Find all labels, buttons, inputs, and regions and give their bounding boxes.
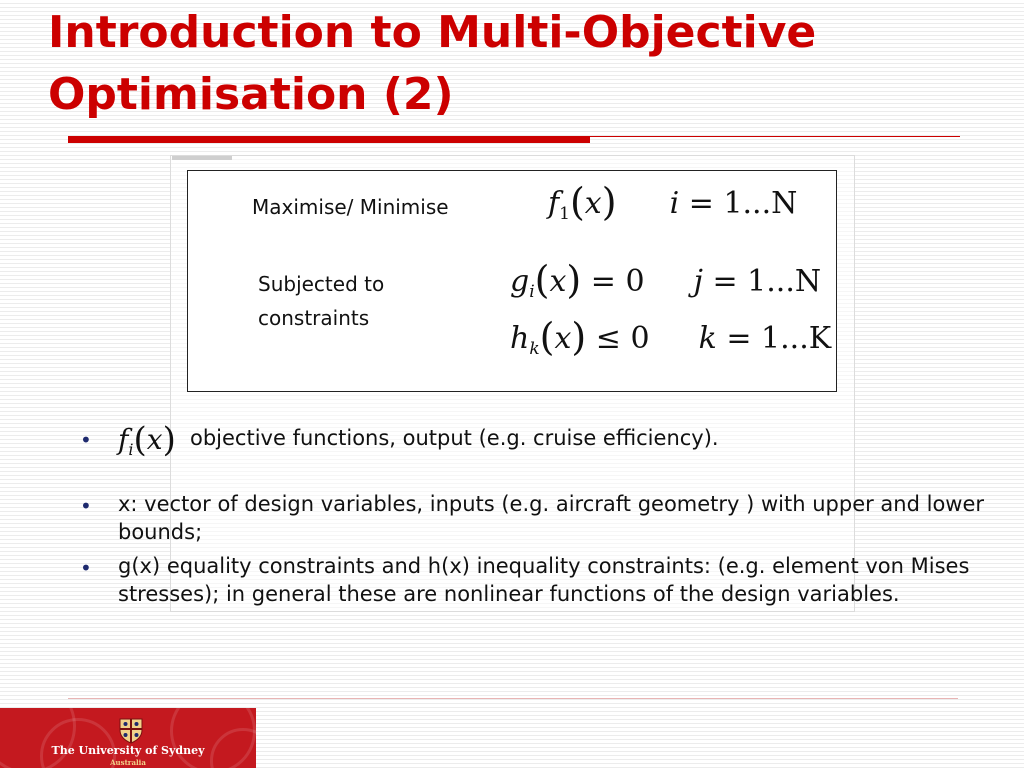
bullet-1-math: $f_i(x)$	[118, 420, 176, 460]
slide-title	[48, 2, 1018, 126]
inequality-var: x	[554, 321, 572, 356]
title-underline-thin	[590, 136, 960, 137]
bullet-marker-3: •	[80, 556, 92, 580]
slide-title-line2: Optimisation (2)	[48, 69, 454, 120]
objective-var: x	[584, 186, 602, 221]
objective-sub: 1	[559, 204, 570, 224]
bullet-marker-1: •	[80, 428, 92, 452]
objective-index: i	[669, 186, 680, 221]
title-underline-thick	[68, 136, 590, 143]
inequality-constraint-formula: $h_k(x) \le 0$ k = 1...K	[510, 315, 832, 359]
bullet-1-text: objective functions, output (e.g. cruise efficiency).	[190, 426, 719, 450]
embedded-object-caption	[172, 156, 232, 160]
equality-sub: i	[529, 282, 535, 302]
bullet-marker-2: •	[80, 494, 92, 518]
equality-range: = 1...N	[712, 264, 822, 299]
equality-var: x	[549, 264, 567, 299]
bullet-1-math-sub: i	[128, 440, 134, 459]
subjected-label-line1: Subjected to	[258, 272, 385, 296]
objective-fn: f	[548, 186, 560, 221]
bullet-2-text: x: vector of design variables, inputs (e.g. aircraft geometry ) with upper and lower bounds;	[118, 492, 985, 544]
inequality-range: = 1...K	[726, 321, 832, 356]
equality-constraint-formula: $g_i(x) = 0$ j = 1...N	[510, 258, 822, 302]
inequality-rel: ≤ 0	[595, 321, 650, 356]
slide-title-line1: Introduction to Multi-Objective	[48, 7, 817, 58]
inequality-fn: h	[510, 321, 530, 356]
bullet-1-math-fn: f	[118, 423, 129, 456]
inequality-index: k	[698, 321, 717, 356]
objective-range: = 1...N	[688, 186, 798, 221]
university-country: Australia	[110, 758, 146, 767]
equality-rel: = 0	[590, 264, 645, 299]
inequality-sub: k	[529, 339, 540, 359]
subjected-label-line2: constraints	[258, 306, 370, 330]
university-name: The University of Sydney	[51, 744, 205, 757]
footer-rule	[68, 698, 958, 699]
bullet-3-text: g(x) equality constraints and h(x) inequality constraints: (e.g. element von Mises stresses); in general these are nonlinear functions of the design variables.	[118, 554, 970, 606]
equality-index: j	[693, 264, 703, 299]
objective-formula: $f_1(x) i = 1...N$	[548, 180, 798, 224]
bullet-1-math-var: x	[146, 423, 163, 456]
university-footer	[0, 708, 256, 768]
university-crest-icon	[118, 716, 144, 744]
maximise-label: Maximise/ Minimise	[252, 195, 449, 219]
equality-fn: g	[510, 264, 530, 299]
